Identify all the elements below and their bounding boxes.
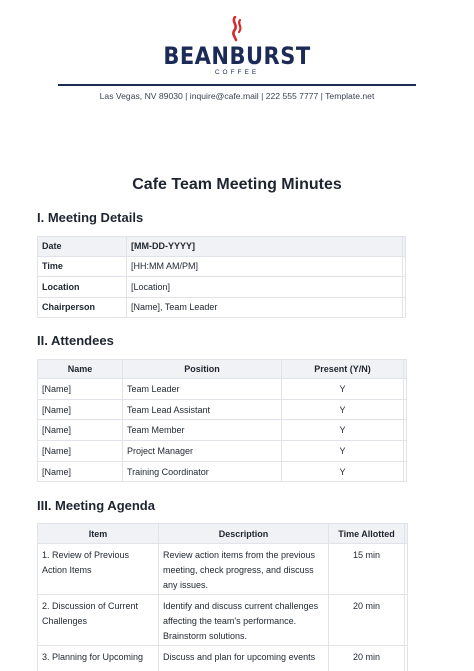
table-row [37,420,407,441]
table-edge [405,544,408,595]
table-row [37,595,408,646]
attendee-position: Team Lead Assistant [123,400,282,421]
table-row [37,298,406,319]
attendees-table [37,359,407,482]
table-edge [404,441,407,462]
table-edge [404,420,407,441]
header-divider [58,84,416,86]
brand-subtitle: COFFEE [214,69,260,76]
table-header-row [37,359,407,379]
table-edge [404,379,407,400]
detail-label: Chairperson [37,298,127,319]
section-title-attendees: II. Attendees [37,333,114,348]
table-edge [404,359,407,379]
attendee-present: Y [282,400,404,421]
attendee-position: Team Leader [123,379,282,400]
column-header-description: Description [159,523,329,544]
agenda-description: Review action items from the previous meeting, check progress, and discuss any issues. [159,544,329,595]
agenda-description: Identify and discuss current challenges affecting the team's performance. Brainstorm solutions. [159,595,329,646]
document-header [0,0,474,110]
agenda-time: 15 min [329,544,405,595]
table-row [37,462,407,483]
contact-line: Las Vegas, NV 89030 | inquire@cafe.mail | 222 555 7777 | Template.net [99,91,375,101]
table-edge [403,257,406,278]
document-title: Cafe Team Meeting Minutes [132,176,342,193]
attendee-position: Training Coordinator [123,462,282,483]
detail-label: Location [37,277,127,298]
attendee-name: [Name] [37,441,123,462]
agenda-item: 2. Discussion of Current Challenges [37,595,159,646]
table-row [37,277,406,298]
table-row [37,379,407,400]
table-edge [403,277,406,298]
table-row [37,400,407,421]
detail-value: [HH:MM AM/PM] [127,257,403,278]
attendee-present: Y [282,441,404,462]
table-row [37,544,408,595]
table-edge [403,236,406,257]
agenda-item: 1. Review of Previous Action Items [37,544,159,595]
attendee-position: Team Member [123,420,282,441]
column-header-name: Name [37,359,123,379]
agenda-time: 20 min [329,595,405,646]
attendee-present: Y [282,379,404,400]
section-title-meeting-details: I. Meeting Details [37,210,144,225]
agenda-table [37,523,408,671]
column-header-present: Present (Y/N) [282,359,404,379]
column-header-item: Item [37,523,159,544]
detail-value: [Name], Team Leader [127,298,403,319]
agenda-item: 3. Planning for Upcoming [37,646,159,671]
column-header-position: Position [123,359,282,379]
table-edge [404,400,407,421]
table-edge [405,523,408,544]
detail-value: [Location] [127,277,403,298]
table-row [37,236,406,257]
attendee-present: Y [282,420,404,441]
agenda-description: Discuss and plan for upcoming events [159,646,329,671]
table-row [37,441,407,462]
table-row [37,257,406,278]
table-edge [404,462,407,483]
attendee-name: [Name] [37,420,123,441]
attendee-name: [Name] [37,379,123,400]
attendee-name: [Name] [37,462,123,483]
table-edge [403,298,406,319]
section-title-agenda: III. Meeting Agenda [37,498,155,513]
detail-label: Date [37,236,127,257]
coffee-steam-icon [229,16,245,42]
attendee-present: Y [282,462,404,483]
detail-label: Time [37,257,127,278]
table-edge [405,595,408,646]
table-edge [405,646,408,671]
attendee-name: [Name] [37,400,123,421]
table-row [37,646,408,671]
brand-name: BEANBURST [163,42,311,70]
agenda-time: 20 min [329,646,405,671]
meeting-details-table [37,236,406,318]
column-header-time-allotted: Time Allotted [329,523,405,544]
detail-value: [MM-DD-YYYY] [127,236,403,257]
attendee-position: Project Manager [123,441,282,462]
table-header-row [37,523,408,544]
